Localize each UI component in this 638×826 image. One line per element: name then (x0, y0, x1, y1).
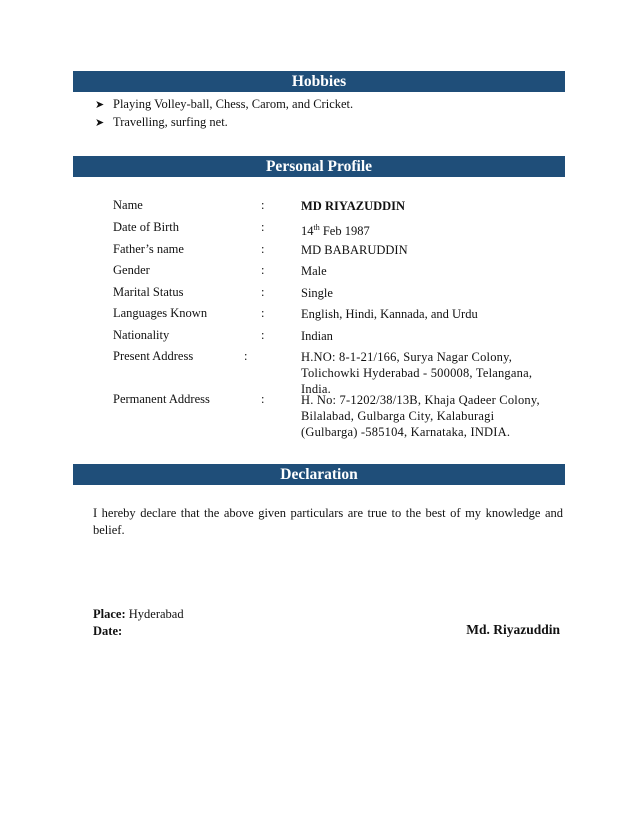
profile-label: Present Address (113, 349, 194, 363)
place-value: Hyderabad (128, 607, 184, 621)
separator: : (261, 306, 265, 320)
profile-value: Single (301, 286, 333, 300)
hobby-text: Playing Volley-ball, Chess, Carom, and Cricket. (113, 96, 354, 111)
profile-row-present-address (113, 349, 551, 396)
personal-profile-table (113, 198, 551, 440)
profile-value: English, Hindi, Kannada, and Urdu (301, 307, 478, 321)
dob-suffix: th (313, 223, 320, 232)
profile-value (301, 220, 551, 242)
separator: : (261, 198, 265, 212)
list-item (95, 95, 353, 113)
profile-value: Indian (301, 329, 333, 343)
profile-row-marital (113, 285, 551, 306)
hobbies-header: Hobbies (73, 71, 565, 92)
profile-label: Languages Known (113, 306, 208, 320)
signature-name: Md. Riyazuddin (466, 622, 560, 637)
date-label: Date: (93, 624, 123, 638)
arrow-bullet-icon: ➤ (95, 98, 105, 111)
separator: : (261, 285, 265, 299)
profile-row-languages (113, 306, 551, 328)
profile-value: Male (301, 264, 327, 278)
declaration-text: I hereby declare that the above given particulars are true to the best of my knowledge and belief. (93, 506, 563, 537)
name-value: MD RIYAZUDDIN (301, 199, 406, 213)
list-item (95, 113, 353, 131)
profile-value: MD BABARUDDIN (301, 243, 408, 257)
profile-label: Father’s name (113, 242, 184, 256)
arrow-bullet-icon: ➤ (95, 116, 105, 129)
dob-rest: Feb 1987 (319, 224, 370, 239)
place-line (93, 607, 184, 622)
separator: : (261, 328, 265, 342)
profile-row-father (113, 242, 551, 263)
hobbies-list (95, 95, 353, 131)
profile-label: Date of Birth (113, 220, 179, 234)
hobby-text: Travelling, surfing net. (113, 114, 228, 129)
separator: : (261, 392, 265, 406)
separator: : (261, 263, 265, 277)
profile-row-gender (113, 263, 551, 285)
separator: : (244, 349, 248, 363)
profile-row-name (113, 198, 551, 220)
profile-value: H. No: 7-1202/38/13B, Khaja Qadeer Colony, Bilalabad, Gulbarga City, Kalaburagi (Gulbarga) -585104, Karnataka, INDIA. (301, 393, 540, 439)
profile-row-nationality (113, 328, 551, 349)
profile-label: Marital Status (113, 285, 184, 299)
date-line (93, 624, 122, 639)
profile-value: H.NO: 8-1-21/166, Surya Nagar Colony, Tolichowki Hyderabad - 500008, Telangana, India. (301, 350, 533, 396)
profile-value (301, 198, 551, 220)
dob-day: 14 (301, 224, 314, 239)
profile-label: Gender (113, 263, 150, 277)
profile-row-permanent-address (113, 392, 551, 440)
profile-label: Name (113, 198, 143, 212)
separator: : (261, 220, 265, 234)
profile-label: Permanent Address (113, 392, 210, 406)
profile-row-dob (113, 220, 551, 242)
personal-profile-header: Personal Profile (73, 156, 565, 177)
separator: : (261, 242, 265, 256)
place-label: Place: (93, 607, 126, 621)
declaration-header: Declaration (73, 464, 565, 485)
profile-label: Nationality (113, 328, 170, 342)
